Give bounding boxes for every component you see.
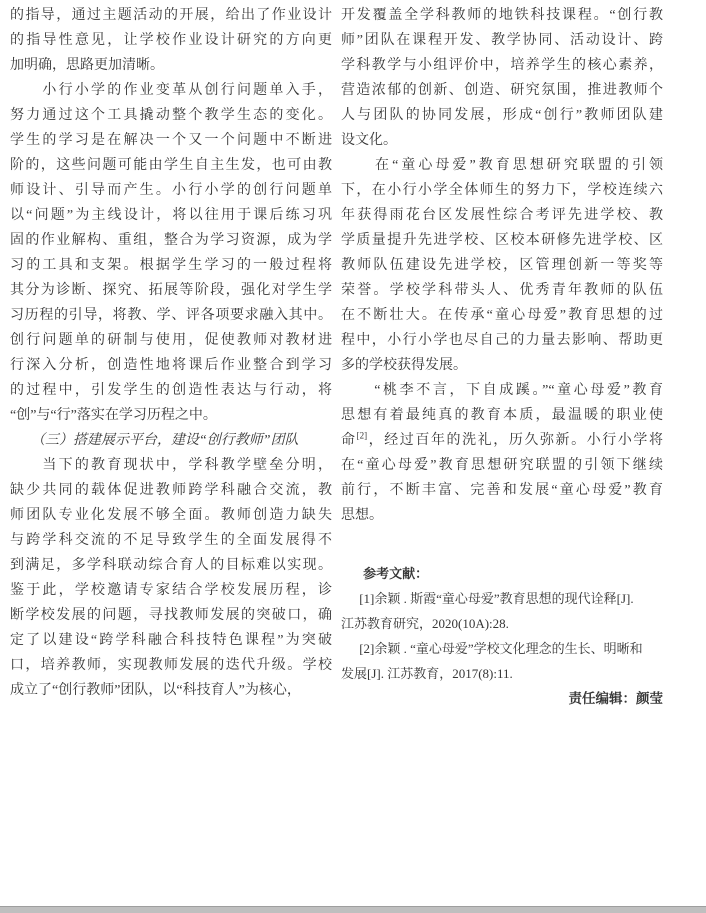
text-line: 下，在小行小学全体师生的努力下，学校连续六 [341,183,663,198]
text-line: 加明确，思路更加清晰。 [10,58,164,73]
text-line: 阶的，这些问题可能由学生自主生发，也可由教 [10,158,332,173]
text-line: 习的工具和支架。根据学生学习的一般过程将 [10,258,332,273]
text-line: （三）搭建展示平台，建设“创行教师”团队 [10,433,299,448]
text-line: 的指导性意见，让学校作业设计研究的方向更 [10,33,332,48]
text-line: 在不断壮大。在传承“童心母爱”教育思想的过 [341,308,663,323]
text-line: 师团队专业化发展不够全面。教师创造力缺失 [10,508,332,523]
page-bottom-bar [0,906,706,913]
text-line: 缺少共同的载体促进教师跨学科融合交流，教 [10,483,332,498]
text-line: 的过程中，引发学生的创造性表达与行动，将 [10,383,332,398]
text-segment: ，经过百年的洗礼，历久弥新。小行小学将 [367,433,664,448]
text-line: 成立了“创行教师”团队，以“科技育人”为核心， [10,683,301,698]
text-line: 断学校发展的问题，寻找教师发展的突破口，确 [10,608,332,623]
text-line: 前行，不断丰富、完善和发展“童心母爱”教育 [341,483,663,498]
text-line: 师设计、引导而产生。小行小学的创行问题单 [10,183,332,198]
text-line: 努力通过这个工具撬动整个教学生态的变化。 [10,108,332,123]
text-line: 设文化。 [341,133,397,148]
text-line: 在“童心母爱”教育思想研究联盟的引领下继续 [341,458,663,473]
text-line: 多的学校获得发展。 [341,358,467,373]
text-line: 年获得雨花台区发展性综合考评先进学校、教 [341,208,663,223]
text-line: 思想。 [341,508,383,523]
text-line: 口，培养教师，实现教师发展的迭代升级。学校 [10,658,332,673]
text-line: 营造浓郁的创新、创造、研究氛围，推进教师个 [341,83,663,98]
text-line: 江苏教育研究，2020(10A):28. [341,616,509,631]
text-line: 习历程的引导，将教、学、评各项要求融入其中。 [10,308,332,323]
citation-superscript: [2] [356,430,368,441]
text-line: 学科教学与小组评价中，培养学生的核心素养， [341,58,663,73]
text-line: 开发覆盖全学科教师的地铁科技课程。“创行教 [341,8,663,23]
text-line: 责任编辑：颜莹 [568,691,663,706]
text-column-right [341,3,663,711]
text-line: 行深入分析，创造性地将课后作业整合到学习 [10,358,332,373]
text-line: 学质量提升先进学校、区校本研修先进学校、区 [341,233,663,248]
references-section [341,561,663,711]
text-line: 学生的学习是在解决一个又一个问题中不断进 [10,133,332,148]
text-line: [2]余颖 . “童心母爱”学校文化理念的生长、明晰和 [359,641,643,656]
text-line: 到满足，多学科联动综合育人的目标难以实现。 [10,558,332,573]
right-column-body [341,3,663,528]
text-line: 其分为诊断、探究、拓展等阶段，强化对学生学 [10,283,332,298]
text-line: 定了以建设“跨学科融合科技特色课程”为突破 [10,633,332,648]
text-line: 与跨学科交流的不足导致学生的全面发展得不 [10,533,332,548]
text-segment: 命 [341,433,357,448]
text-line: 当下的教育现状中，学科教学壁垒分明， [10,458,332,473]
text-line: 参考文献： [363,566,429,581]
text-line: 程中，小行小学也尽自己的力量去影响、帮助更 [341,333,663,348]
text-column-left [10,3,332,703]
text-line: “创”与“行”落实在学习历程之中。 [10,408,217,423]
text-line: [1]余颖 . 斯霞“童心母爱”教育思想的现代诠释[J]. [359,591,634,606]
text-line: 鉴于此，学校邀请专家结合学校发展历程，诊 [10,583,332,598]
text-line: 荣誉。学校学科带头人、优秀青年教师的队伍 [341,283,663,298]
text-line: 教师队伍建设先进学校，区管理创新一等奖等 [341,258,663,273]
text-line: 人与团队的协同发展，形成“创行”教师团队建 [341,108,663,123]
text-line: 发展[J]. 江苏教育，2017(8):11. [341,666,513,681]
text-line: 创行问题单的研制与使用，促使教师对教材进 [10,333,332,348]
text-line: 思想有着最纯真的教育本质，最温暖的职业使 [341,408,663,423]
text-line: 固的作业解构、重组，整合为学习资源，成为学 [10,233,332,248]
text-line: 师”团队在课程开发、教学协同、活动设计、跨 [341,33,663,48]
text-line: 以“问题”为主线设计，将以往用于课后练习巩 [10,208,332,223]
text-line: 小行小学的作业变革从创行问题单入手， [10,83,332,98]
text-line: “桃李不言，下自成蹊。”“童心母爱”教育 [341,383,663,398]
text-line: 在“童心母爱”教育思想研究联盟的引领 [341,158,663,173]
text-line: 的指导，通过主题活动的开展，给出了作业设计 [10,8,332,23]
text-line [341,428,663,453]
